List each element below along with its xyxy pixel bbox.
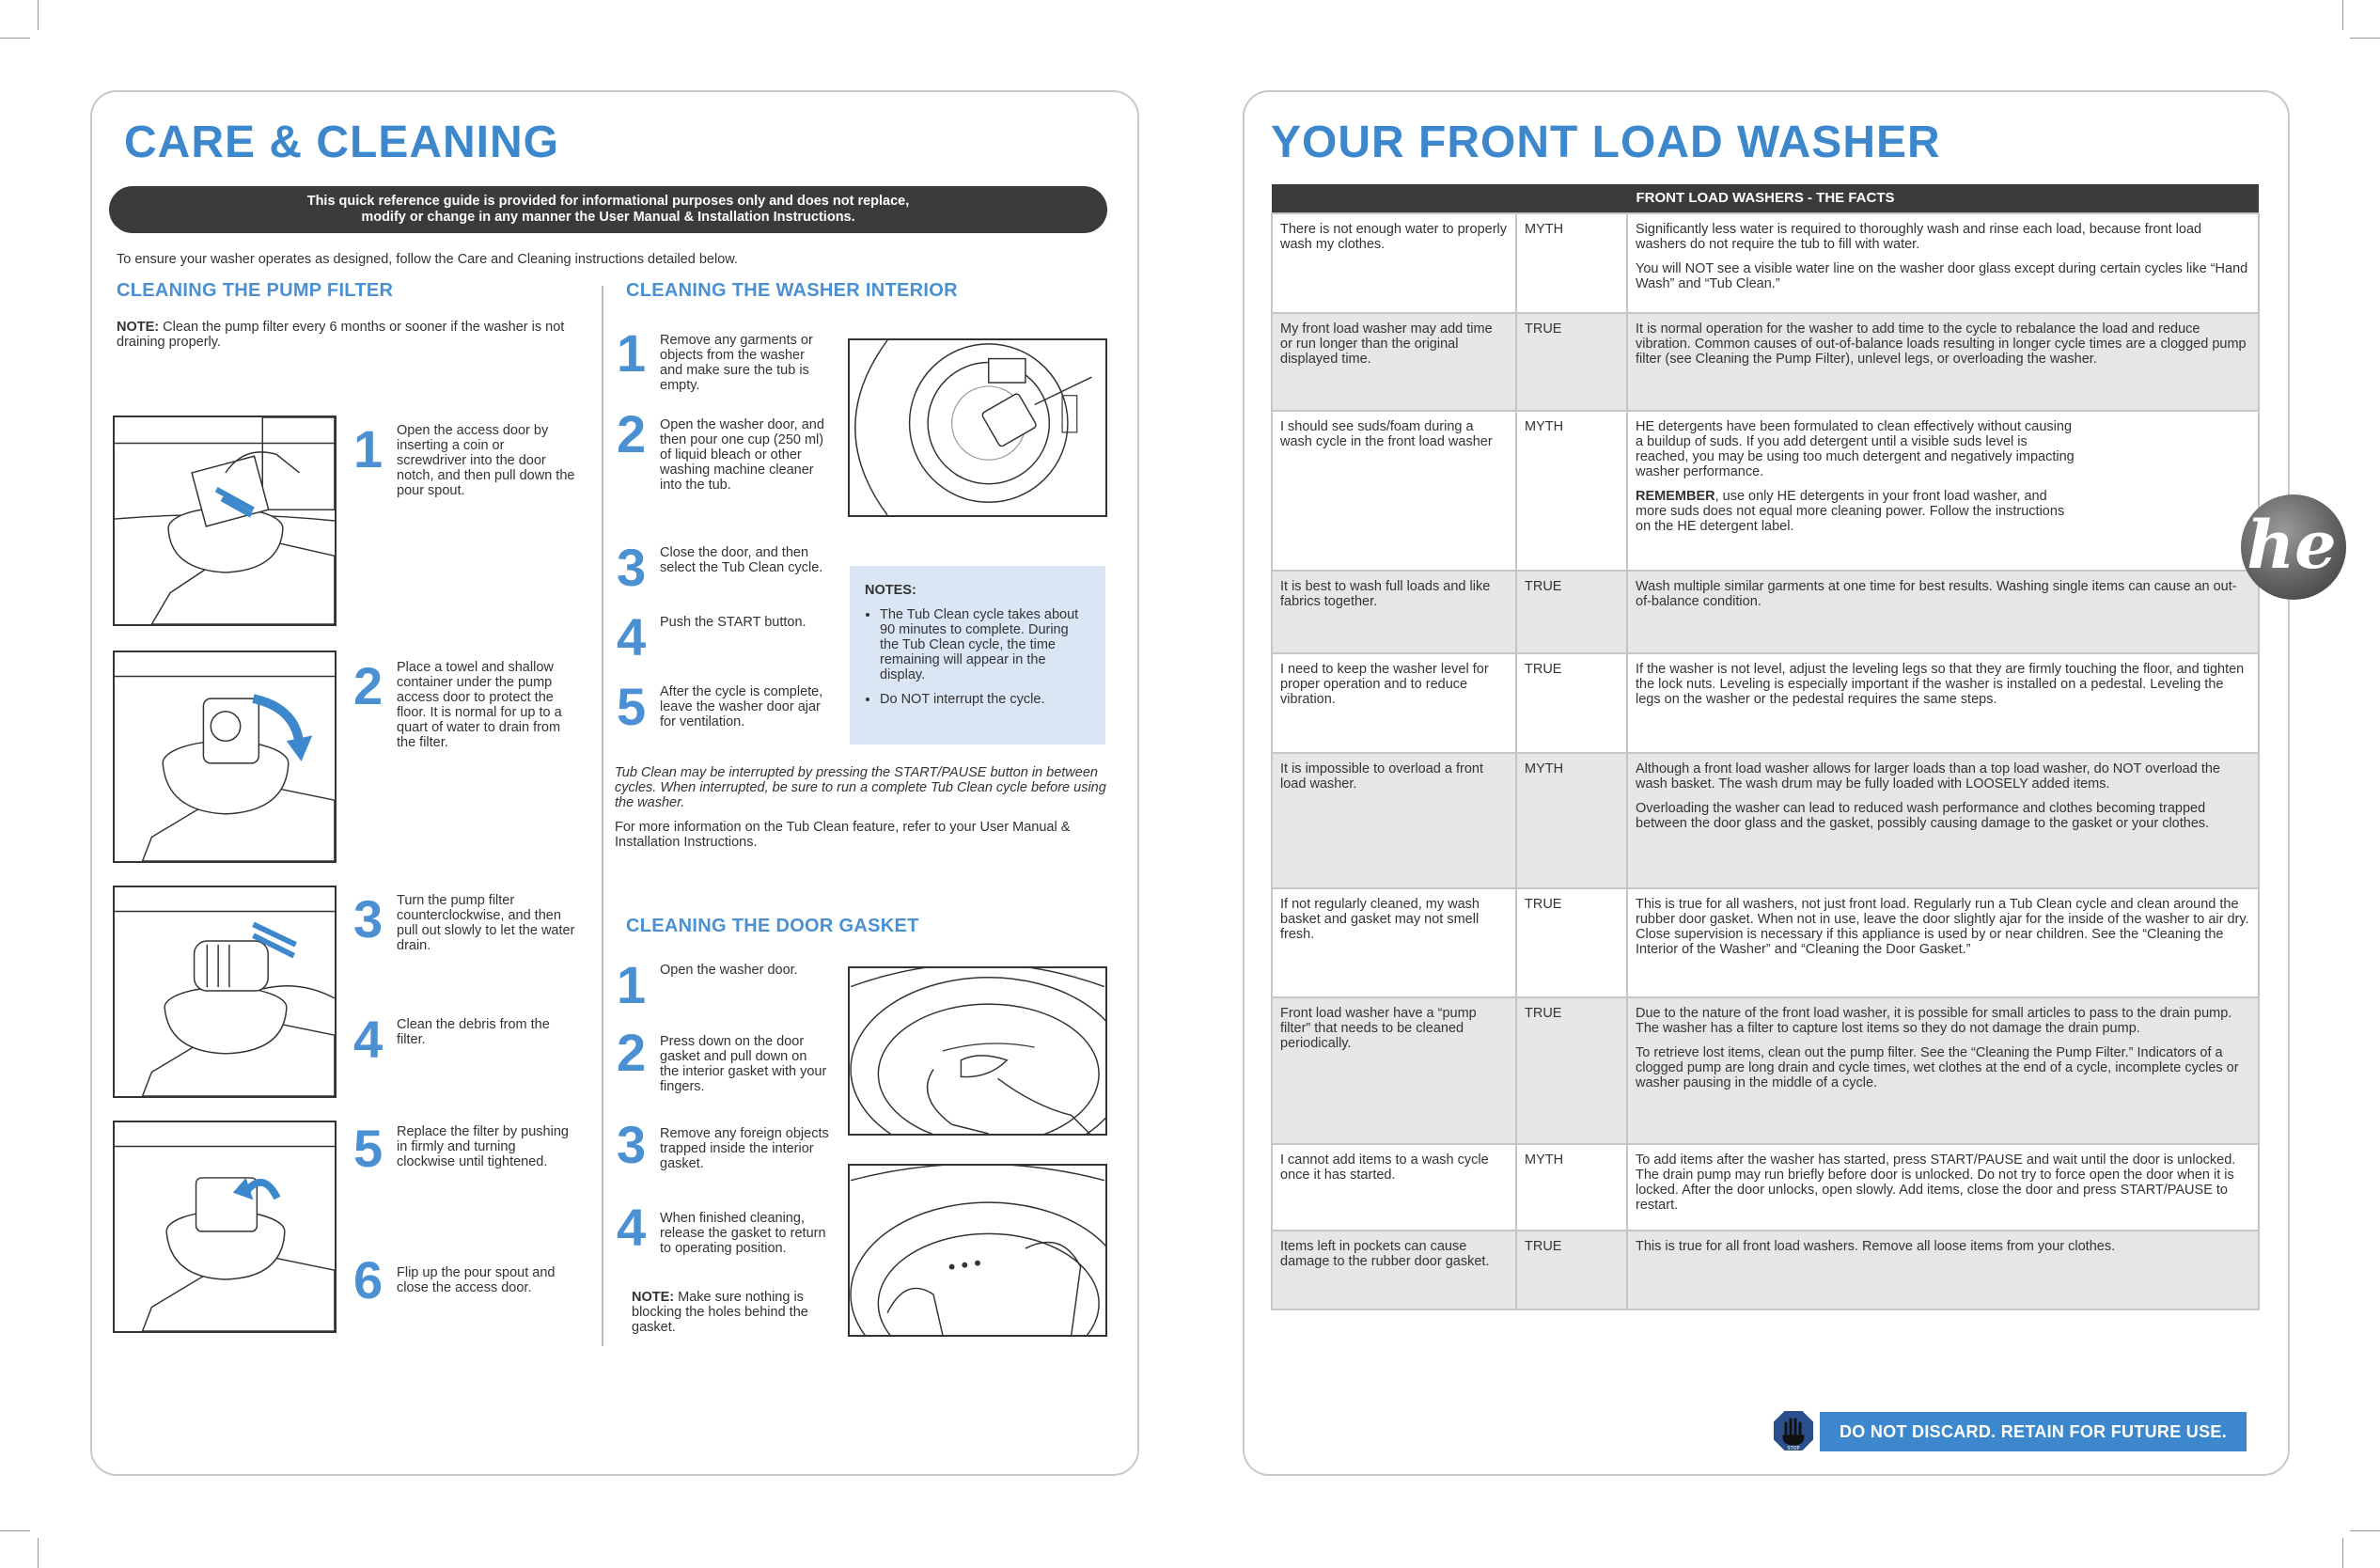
- explanation-cell: [1627, 1231, 2259, 1309]
- verdict-cell: TRUE: [1516, 997, 1627, 1144]
- step-number: 3: [353, 889, 384, 949]
- table-row: [1272, 753, 2259, 888]
- explanation-cell: [1627, 888, 2259, 997]
- gasket-note: [632, 1290, 829, 1335]
- explanation-cell: [1627, 213, 2259, 313]
- remember-body: , use only HE detergents in your front load washer, and more suds does not equal more cleaning power. Follow the instructions on the HE detergent label.: [1636, 489, 2065, 534]
- table-row: [1272, 888, 2259, 997]
- remember-label: REMEMBER: [1636, 489, 1715, 504]
- crop-mark: [2350, 38, 2380, 39]
- verdict-cell: TRUE: [1516, 653, 1627, 753]
- step-number: 6: [353, 1250, 384, 1309]
- step-number: 1: [353, 419, 384, 478]
- he-logo-text: he: [2247, 506, 2337, 584]
- claim-cell: My front load washer may add time or run longer than the original displayed time.: [1272, 313, 1516, 411]
- gasket-step-text: Press down on the door gasket and pull down on the interior gasket with your fingers.: [660, 1034, 827, 1094]
- explanation-text: To add items after the washer has started, press START/PAUSE and wait until the door is unlocked. The drain pump may run briefly before door is unlocked. Do not try to force open the door when it is locked. After the door unlocks, open slowly. Add items, close the door and press START/PAUSE to restart.: [1636, 1152, 2236, 1213]
- table-row: [1272, 997, 2259, 1144]
- verdict-cell: MYTH: [1516, 753, 1627, 888]
- crop-mark: [0, 1530, 30, 1531]
- disclaimer-banner: [109, 186, 1107, 233]
- step-number: 5: [617, 677, 647, 736]
- pump-step-2-illustration: [113, 651, 337, 863]
- care-cleaning-panel: [90, 90, 1139, 1476]
- interior-step-text: Remove any garments or objects from the washer and make sure the tub is empty.: [660, 333, 813, 393]
- table-row: [1272, 653, 2259, 753]
- explanation-text: It is normal operation for the washer to add time to the cycle to rebalance the load and reduce vibration. Common causes of out-of-balance loads resulting in longer cycle times are a clogged pump filter (see Cleaning the Pump Filter), unlevel legs, or overloading the washer.: [1636, 321, 2247, 367]
- explanation-text: HE detergents have been formulated to clean effectively without causing a buildup of suds. If you add detergent until a visible suds level is reached, you may be using too much detergent and negatively impacting washer performance.: [1636, 419, 2075, 479]
- gasket-step-text: When finished cleaning, release the gasket to return to operating position.: [660, 1211, 826, 1256]
- pump-step-3-illustration: [113, 886, 337, 1098]
- facts-table: [1271, 184, 2260, 1310]
- crop-mark: [38, 0, 39, 30]
- explanation-text: If the washer is not level, adjust the leveling legs so that they are firmly touching the floor, and tighten the lock nuts. Leveling is especially important if the washer is installed on a pedestal. Leveling the legs on the washer or the pedestal requires the same steps.: [1636, 662, 2245, 707]
- verdict-cell: MYTH: [1516, 411, 1627, 571]
- explanation-cell: [1627, 571, 2259, 653]
- note-label: NOTE:: [632, 1290, 675, 1305]
- explanation-text: Overloading the washer can lead to reduced wash performance and clothes becoming trapped between the door glass and the gasket, possibly causing damage to the gasket or your clothes.: [1636, 801, 2210, 831]
- pump-step-text: Clean the debris from the filter.: [397, 1017, 550, 1047]
- verdict-cell: MYTH: [1516, 213, 1627, 313]
- table-row: [1272, 313, 2259, 411]
- table-row: [1272, 1231, 2259, 1309]
- door-gasket-heading: CLEANING THE DOOR GASKET: [626, 916, 919, 936]
- note-item: • Do NOT interrupt the cycle.: [880, 692, 1090, 707]
- crop-mark: [2342, 1538, 2343, 1568]
- explanation-cell: [1627, 1144, 2259, 1231]
- claim-cell: Front load washer have a “pump filter” that needs to be cleaned periodically.: [1272, 997, 1516, 1144]
- page-title: YOUR FRONT LOAD WASHER: [1271, 118, 1941, 167]
- pump-step-1-illustration: [113, 416, 337, 626]
- step-number: 1: [617, 323, 647, 383]
- pump-step-5-illustration: [113, 1121, 337, 1333]
- he-logo-icon: [2237, 487, 2352, 607]
- gasket-step-text: Remove any foreign objects trapped inside the interior gasket.: [660, 1126, 829, 1171]
- pump-step-text: Flip up the pour spout and close the access door.: [397, 1265, 556, 1295]
- claim-cell: There is not enough water to properly wash my clothes.: [1272, 213, 1516, 313]
- note-label: NOTE:: [117, 320, 160, 335]
- note-text: Clean the pump filter every 6 months or sooner if the washer is not draining properly.: [117, 320, 565, 350]
- pump-note: [117, 320, 577, 350]
- claim-cell: It is impossible to overload a front load washer.: [1272, 753, 1516, 888]
- table-row: [1272, 213, 2259, 313]
- step-number: 4: [617, 607, 647, 666]
- stop-hand-icon: [1771, 1408, 1816, 1453]
- explanation-cell: [1627, 997, 2259, 1144]
- explanation-text: Although a front load washer allows for larger loads than a top load washer, do NOT overload the wash basket. The wash drum may be fully loaded with LOOSELY added items.: [1636, 761, 2220, 792]
- tub-clean-notes: [850, 566, 1105, 745]
- note-item: • The Tub Clean cycle takes about 90 minutes to complete. During the Tub Clean cycle, the time remaining will appear in the display.: [880, 607, 1090, 682]
- tub-clean-interrupt-note: Tub Clean may be interrupted by pressing the START/PAUSE button in between cycles. When interrupted, be sure to run a complete Tub Clean cycle before using the washer.: [615, 765, 1106, 810]
- step-number: 2: [353, 656, 384, 715]
- crop-mark: [2342, 0, 2343, 30]
- retain-notice: DO NOT DISCARD. RETAIN FOR FUTURE USE.: [1820, 1412, 2247, 1451]
- explanation-cell: [1627, 313, 2259, 411]
- step-number: 3: [617, 538, 647, 597]
- notes-heading: NOTES:: [865, 583, 916, 598]
- page-title: CARE & CLEANING: [124, 118, 560, 167]
- step-number: 5: [353, 1119, 384, 1178]
- pump-filter-heading: CLEANING THE PUMP FILTER: [117, 280, 394, 301]
- step-number: 3: [617, 1115, 647, 1174]
- verdict-cell: TRUE: [1516, 1231, 1627, 1309]
- disclaimer-line: This quick reference guide is provided for informational purposes only and does not replace,: [306, 194, 910, 209]
- stop-icon-text: STOP: [1787, 1446, 1800, 1451]
- pump-step-text: Place a towel and shallow container under the pump access door to protect the floor. It is normal for up to a quart of water to drain from the filter.: [397, 660, 562, 750]
- washer-interior-heading: CLEANING THE WASHER INTERIOR: [626, 280, 958, 301]
- front-load-washer-panel: [1243, 90, 2337, 1476]
- disclaimer-line: modify or change in any manner the User Manual & Installation Instructions.: [361, 210, 855, 225]
- interior-step-text: Close the door, and then select the Tub Clean cycle.: [660, 545, 823, 575]
- explanation-text: Significantly less water is required to thoroughly wash and rinse each load, because front load washers do not require the tub to fill with water.: [1636, 222, 2202, 252]
- explanation-text: To retrieve lost items, clean out the pump filter. See the “Cleaning the Pump Filter.” Indicators of a clogged pump are long drain and cycle times, wet clothes at the end of a cycle, incomplete cycles or washer pausing in the middle of a cycle.: [1636, 1045, 2239, 1090]
- verdict-cell: TRUE: [1516, 313, 1627, 411]
- verdict-cell: MYTH: [1516, 1144, 1627, 1231]
- explanation-cell: [1627, 411, 2259, 571]
- explanation-cell: [1627, 653, 2259, 753]
- step-number: 4: [353, 1010, 384, 1069]
- step-number: 4: [617, 1198, 647, 1257]
- explanation-cell: [1627, 753, 2259, 888]
- table-row: [1272, 571, 2259, 653]
- explanation-text: Wash multiple similar garments at one time for best results. Washing single items can cause an out-of-balance condition.: [1636, 579, 2237, 609]
- claim-cell: I should see suds/foam during a wash cycle in the front load washer: [1272, 411, 1516, 571]
- pump-step-text: Turn the pump filter counterclockwise, and then pull out slowly to let the water drain.: [397, 893, 575, 953]
- explanation-text: This is true for all washers, not just front load. Regularly run a Tub Clean cycle and clean around the rubber door gasket. When not in use, leave the door slightly ajar for the inside of the washer to air dry. Close supervision is necessary if this appliance is used by or near children. See the “Cleaning the Interior of the Washer” and “Cleaning the Door Gasket.”: [1636, 897, 2249, 957]
- claim-cell: Items left in pockets can cause damage to the rubber door gasket.: [1272, 1231, 1516, 1309]
- note-text: Make sure nothing is blocking the holes behind the gasket.: [632, 1290, 808, 1335]
- step-number: 1: [617, 955, 647, 1014]
- table-row: [1272, 1144, 2259, 1231]
- verdict-cell: TRUE: [1516, 571, 1627, 653]
- claim-cell: It is best to wash full loads and like fabrics together.: [1272, 571, 1516, 653]
- explanation-text: You will NOT see a visible water line on the washer door glass except during certain cycles like “Hand Wash” and “Tub Clean.”: [1636, 261, 2248, 291]
- verdict-cell: TRUE: [1516, 888, 1627, 997]
- remember-text: [1636, 489, 2077, 534]
- crop-mark: [38, 1538, 39, 1568]
- claim-cell: I cannot add items to a wash cycle once it has started.: [1272, 1144, 1516, 1231]
- explanation-text: This is true for all front load washers. Remove all loose items from your clothes.: [1636, 1239, 2116, 1254]
- interior-step-text: Push the START button.: [660, 615, 806, 630]
- facts-table-header: FRONT LOAD WASHERS - THE FACTS: [1272, 184, 2259, 213]
- step-number: 2: [617, 404, 647, 463]
- gasket-release-illustration: [848, 1164, 1107, 1337]
- column-divider: [602, 286, 603, 1346]
- claim-cell: If not regularly cleaned, my wash basket and gasket may not smell fresh.: [1272, 888, 1516, 997]
- gasket-step-text: Open the washer door.: [660, 963, 798, 978]
- more-info-text: For more information on the Tub Clean feature, refer to your User Manual & Installation Instructions.: [615, 820, 1071, 850]
- pump-step-text: Open the access door by inserting a coin or screwdriver into the door notch, and then pull down the pour spout.: [397, 423, 575, 498]
- crop-mark: [2350, 1530, 2380, 1531]
- explanation-text: Due to the nature of the front load washer, it is possible for small articles to pass to the drain pump. The washer has a filter to capture lost items so they do not damage the drain pump.: [1636, 1006, 2232, 1036]
- claim-cell: I need to keep the washer level for proper operation and to reduce vibration.: [1272, 653, 1516, 753]
- table-row: [1272, 411, 2259, 571]
- intro-text: To ensure your washer operates as designed, follow the Care and Cleaning instructions detailed below.: [117, 252, 738, 267]
- interior-step-text: After the cycle is complete, leave the washer door ajar for ventilation.: [660, 684, 823, 729]
- pump-step-text: Replace the filter by pushing in firmly and turning clockwise until tightened.: [397, 1124, 569, 1169]
- interior-step-text: Open the washer door, and then pour one cup (250 ml) of liquid bleach or other washing machine cleaner into the tub.: [660, 417, 824, 493]
- crop-mark: [0, 38, 30, 39]
- gasket-press-illustration: [848, 966, 1107, 1136]
- step-number: 2: [617, 1023, 647, 1082]
- washer-interior-illustration: [848, 338, 1107, 517]
